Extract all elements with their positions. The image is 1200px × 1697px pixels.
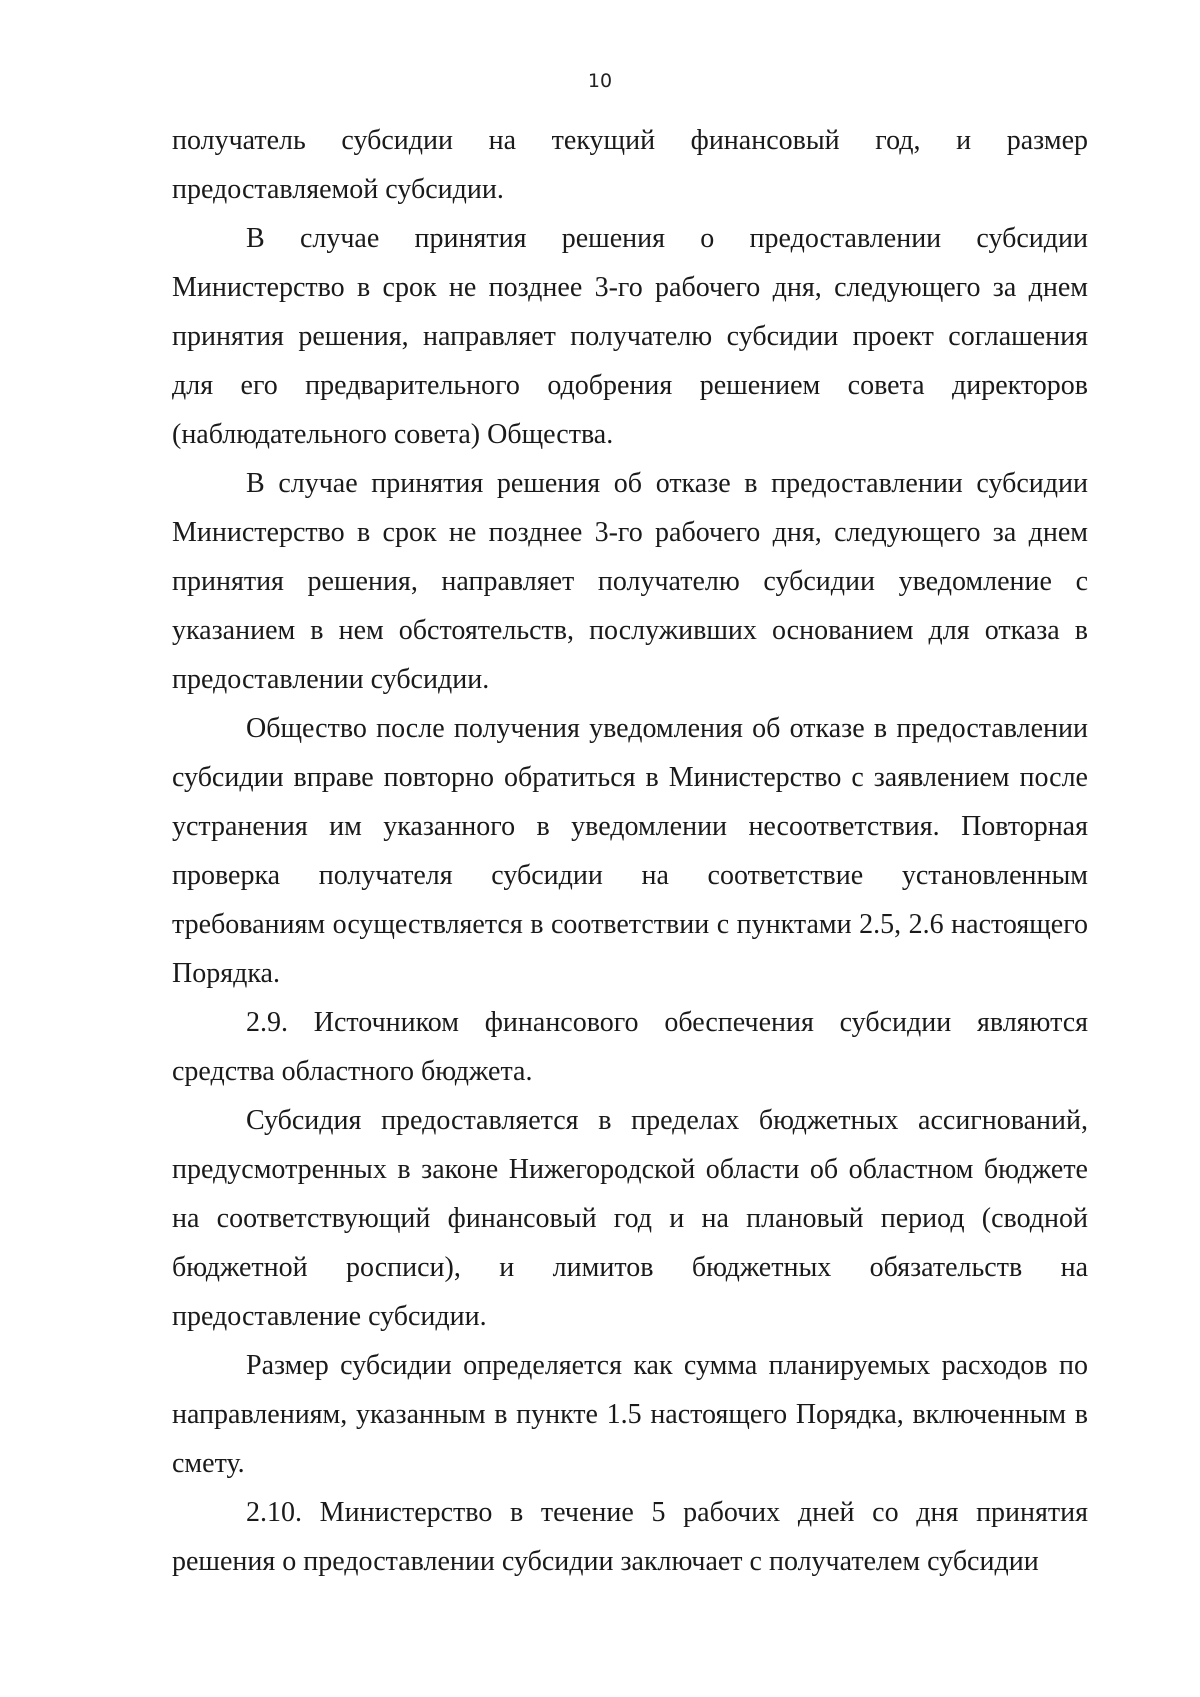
paragraph-clause-2-9: 2.9. Источником финансового обеспечения субсидии являются средства областного бюджета. (172, 1007, 1088, 1087)
paragraph-continuation: получатель субсидии на текущий финансовый год, и размер предоставляемой субсидии. (172, 125, 1088, 205)
paragraph-clause-2-10: 2.10. Министерство в течение 5 рабочих дней со дня принятия решения о предоставлении субсидии заключает с получателем субсидии (172, 1497, 1088, 1577)
paragraph-subsidy-amount: Размер субсидии определяется как сумма планируемых расходов по направлениям, указанным в пункте 1.5 настоящего Порядка, включенным в смету. (172, 1350, 1088, 1479)
paragraph-budget-limits: Субсидия предоставляется в пределах бюджетных ассигнований, предусмотренных в законе Нижегородской области об областном бюджете на соответствующий финансовый год и на плановый период (сводной бюджетной росписи), и лимитов бюджетных обязательств на предоставление субсидии. (172, 1105, 1088, 1332)
paragraph-reapplication: Общество после получения уведомления об отказе в предоставлении субсидии вправе повторно обратиться в Министерство с заявлением после устранения им указанного в уведомлении несоответствия. Повторная проверка получателя субсидии на соответствие установленным требованиям осуществляется в соответствии с пунктами 2.5, 2.6 настоящего Порядка. (172, 713, 1088, 989)
page-number: 10 (587, 70, 613, 92)
paragraph-approval-case: В случае принятия решения о предоставлении субсидии Министерство в срок не позднее 3-го рабочего дня, следующего за днем принятия решения, направляет получателю субсидии проект соглашения для его предварительного одобрения решением совета директоров (наблюдательного совета) Общества. (172, 223, 1088, 450)
paragraph-refusal-case: В случае принятия решения об отказе в предоставлении субсидии Министерство в срок не позднее 3-го рабочего дня, следующего за днем принятия решения, направляет получателю субсидии уведомление с указанием в нем обстоятельств, послуживших основанием для отказа в предоставлении субсидии. (172, 468, 1088, 695)
document-body (172, 116, 1088, 1586)
